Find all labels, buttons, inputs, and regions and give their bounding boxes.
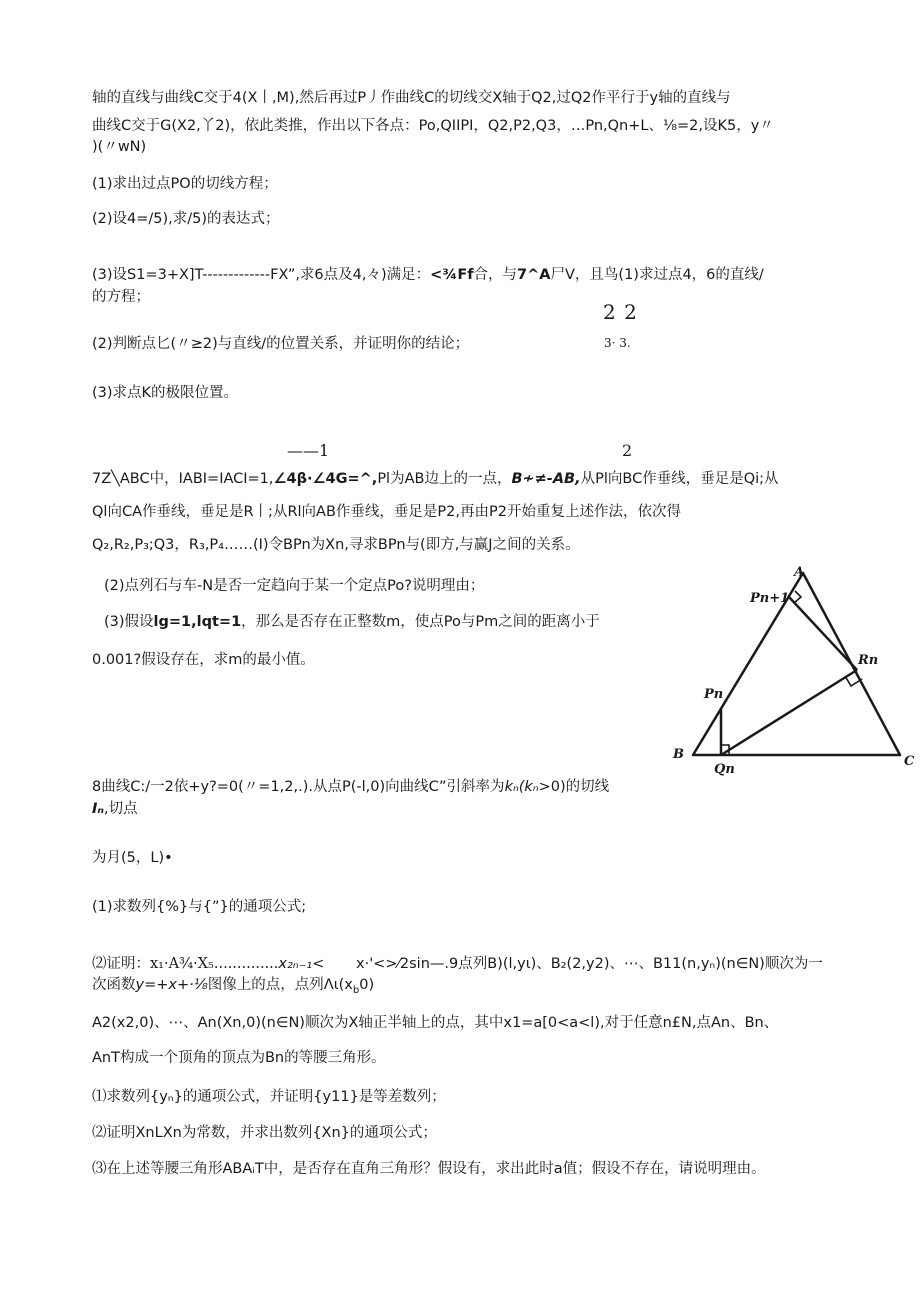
text-subscript: b xyxy=(352,984,360,996)
text-segment-bold: <¾Ff xyxy=(430,267,474,283)
text-line: ⅹ·'<>⁄2sin—.9点列B)(l,yι)、B₂(2,y2)、⋯、B11(n,yₙ)(n∈N)顺次为一 xyxy=(356,956,823,972)
text-segment: (3)假设 xyxy=(104,614,154,630)
text-line: A2(x2,0)、⋯、An(Xn,0)(n∈N)顺次为X轴正半轴上的点，其中x1=a[0<a<l),对于任意n£N,点An、Bn、 xyxy=(92,1015,779,1031)
problem-line xyxy=(92,469,779,489)
text-line: Ql向CA作垂线，垂足是R丨;从Rl向AB作垂线，垂足是P2,再由P2开始重复上述作法，依次得 xyxy=(92,504,681,520)
text-segment-bold: 7^A xyxy=(517,267,551,283)
label-qn: Qn xyxy=(714,762,735,777)
text-segment-bold: Iₙ xyxy=(92,801,105,817)
text-segment: < xyxy=(312,956,325,972)
text-segment-italic: y=+x+·⅛ xyxy=(135,977,208,993)
text-segment: Λι(x xyxy=(323,977,353,993)
question-line: ⑶在上述等腰三角形ABAᵢT中，是否存在直角三角形？假设有，求出此时a值；假设不存在，请说明理由。 xyxy=(92,1161,766,1177)
label-b: B xyxy=(673,747,684,762)
text-line: 为月(5，L)• xyxy=(92,850,173,866)
text-line: 0.001?假设存在，求m的最小值。 xyxy=(92,652,315,668)
fraction-numerator: 2 2 xyxy=(603,300,638,324)
triangle-figure xyxy=(660,560,920,780)
question-line: ⑴求数列{yₙ}的通项公式，并证明{y11}是等差数列； xyxy=(92,1089,446,1105)
fraction-denominator: 3· 3. xyxy=(604,336,631,350)
question-line: (1)求数列{%}与{”}的通项公式; xyxy=(92,899,307,915)
question-line xyxy=(104,612,600,632)
text-segment: 次函数 xyxy=(92,977,136,993)
text-segment-bold: B≁≠-AB, xyxy=(511,471,581,487)
text-line: 轴的直线与曲线C交于4(X丨,M),然后再过P丿作曲线C的切线交X轴于Q2,过Q2作平行于y轴的直线与 xyxy=(92,90,731,106)
text-segment-italic: x₂ₙ₋₁ xyxy=(278,956,313,972)
question-line: (3)求点K的极限位置。 xyxy=(92,385,239,401)
text-line: 的方程； xyxy=(92,289,150,305)
text-segment: 从Pl向BC作垂线，垂足是Qi;从 xyxy=(580,471,779,487)
fraction-dash: ——1 xyxy=(287,441,330,460)
question-line xyxy=(92,265,764,285)
text-line: AnT构成一个顶角的顶点为Bn的等腰三角形。 xyxy=(92,1050,386,1066)
label-pn1: Pn+1 xyxy=(750,591,790,606)
text-segment: 0) xyxy=(359,977,375,993)
text-segment: >0)的切线 xyxy=(538,779,610,795)
label-c: C xyxy=(904,754,915,769)
text-segment-bold: ∠4β·∠4G=^, xyxy=(273,471,378,487)
fraction-number: 2 xyxy=(622,441,633,460)
question-line: (2)设4=/5),求/5)的表达式； xyxy=(92,211,280,227)
label-pn: Pn xyxy=(704,687,724,702)
question-line: (2)点列石与车-N是否一定趋向于某一个定点Po?说明理由； xyxy=(104,578,485,594)
text-segment: Pl为AB边上的一点， xyxy=(377,471,512,487)
text-segment-bold: lg=1,lqt=1 xyxy=(153,614,242,630)
label-rn: Rn xyxy=(858,653,879,668)
text-line: )(〃wN) xyxy=(92,139,147,155)
question-line: (2)判断点匕(〃≥2)与直线/的位置关系，并证明你的结论； xyxy=(92,336,470,352)
question-line xyxy=(92,954,324,974)
text-line: 曲线C交于G(X2,丫2)，依此类推，作出以下各点：Po,QIIPI，Q2,P2,Q3，…Pn,Qn+L、⅛=2,设K5，y〃 xyxy=(92,118,774,134)
text-segment: x₁·A¾·X₅.............. xyxy=(150,956,279,972)
text-segment-italic: kₙ(kₙ xyxy=(504,779,539,795)
text-line xyxy=(92,975,374,1001)
question-line: ⑵证明XnLXn为常数，并求出数列{Xn}的通项公式； xyxy=(92,1125,437,1141)
problem-line xyxy=(92,777,609,797)
question-line: (1)求出过点PO的切线方程； xyxy=(92,176,278,192)
text-line xyxy=(92,799,138,819)
text-line: Q₂,R₂,P₃;Q3，R₃,P₄……(I)令BPn为Xn,寻求BPn与(即方,与赢J之间的关系。 xyxy=(92,537,580,553)
right-angle-mark-pn1 xyxy=(794,591,801,603)
segment-qn-rn xyxy=(721,670,857,755)
text-segment: ，那么是否存在正整数m，使点Po与Pm之间的距离小于 xyxy=(241,614,600,630)
text-segment: ⑵证明： xyxy=(92,956,150,972)
text-segment: 7Z╲ABC中，IABI=IACI=1, xyxy=(92,471,274,487)
text-segment: 尸V，且鸟(1)求过点4，6的直线/ xyxy=(550,267,764,283)
text-segment: ,切点 xyxy=(104,801,138,817)
label-a: A xyxy=(794,565,805,580)
text-segment: (3)设S1=3+X]T-------------FX”,求6点及4,々)满足： xyxy=(92,267,431,283)
text-segment: 合，与 xyxy=(473,267,518,283)
text-segment: 图像上的点，点列 xyxy=(207,977,324,993)
text-segment: 8曲线C:/一2依+y?=0(〃=1,2,.).从点P(-l,0)向曲线C”引斜率为 xyxy=(92,779,505,795)
